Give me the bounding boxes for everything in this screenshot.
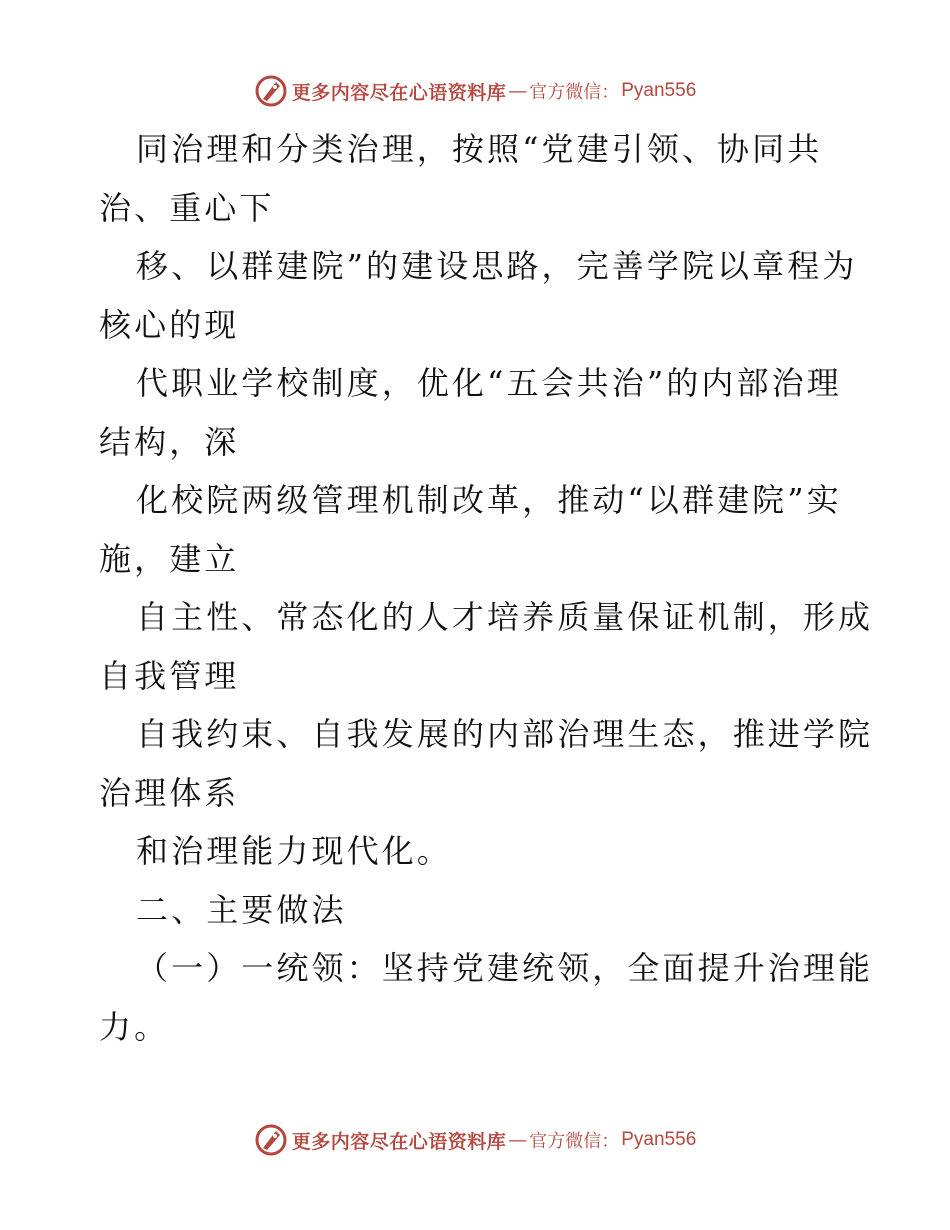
text-line: 力。 bbox=[99, 1007, 170, 1046]
header-watermark bbox=[0, 71, 950, 111]
watermark-label: 官方微信： bbox=[529, 82, 620, 103]
subsection-heading: （一）一统领：坚持党建统领，全面提升治理能 bbox=[136, 949, 874, 987]
text-line: 自我管理 bbox=[99, 656, 240, 695]
text-line: 自主性、常态化的人才培养质量保证机制，形成 bbox=[136, 598, 874, 636]
document-body bbox=[99, 120, 874, 1056]
text-line: 同治理和分类治理，按照“党建引领、协同共 bbox=[136, 130, 823, 168]
text-line: 化校院两级管理机制改革，推动“以群建院”实 bbox=[136, 481, 842, 519]
text-line: 移、以群建院”的建设思路，完善学院以章程为 bbox=[136, 247, 858, 285]
text-line: 结构，深 bbox=[99, 422, 240, 461]
text-line: 和治理能力现代化。 bbox=[136, 832, 452, 870]
text-line: 施，建立 bbox=[99, 539, 240, 578]
text-line: 核心的现 bbox=[99, 305, 240, 344]
text-line: 治、重心下 bbox=[99, 188, 275, 227]
watermark-label: 官方微信： bbox=[529, 1131, 620, 1152]
pen-nib-logo-icon bbox=[254, 1123, 288, 1157]
watermark-separator: — bbox=[508, 1129, 528, 1151]
text-line: 治理体系 bbox=[99, 773, 240, 812]
watermark-text: 更多内容尽在心语资料库 bbox=[291, 81, 507, 104]
text-line: 自我约束、自我发展的内部治理生态，推进学院 bbox=[136, 715, 874, 753]
text-line: 代职业学校制度，优化“五会共治”的内部治理 bbox=[136, 364, 842, 402]
pen-nib-logo-icon bbox=[254, 74, 288, 108]
footer-watermark bbox=[0, 1120, 950, 1160]
watermark-wechat-id: Pyan556 bbox=[621, 80, 697, 101]
section-heading: 二、主要做法 bbox=[136, 890, 347, 929]
watermark-separator: — bbox=[508, 80, 528, 102]
watermark-wechat-id: Pyan556 bbox=[621, 1129, 697, 1150]
watermark-text: 更多内容尽在心语资料库 bbox=[291, 1130, 507, 1153]
